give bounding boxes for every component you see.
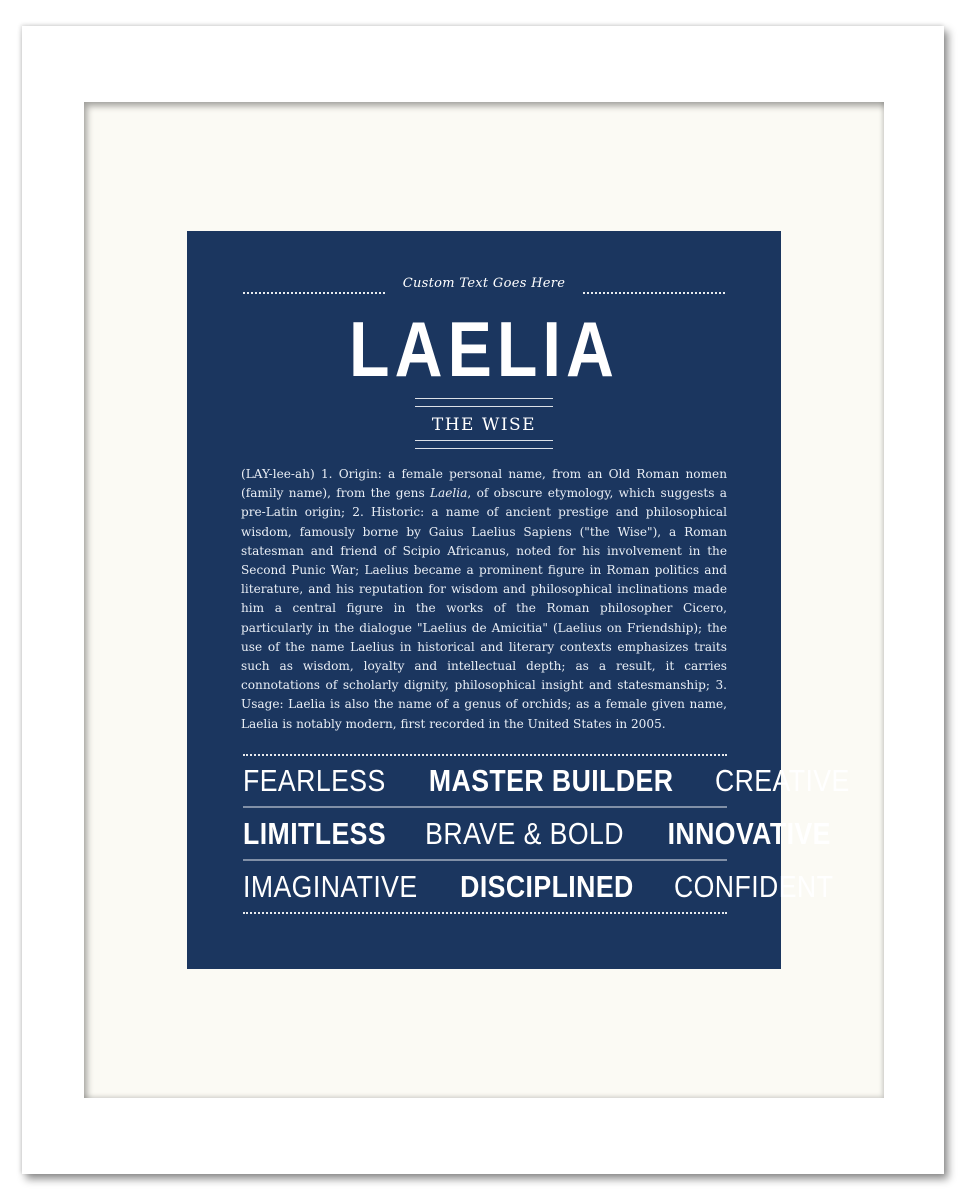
trait-word: LIMITLESS xyxy=(243,816,387,851)
trait-word: INNOVATIVE xyxy=(667,816,831,851)
dotted-divider-traits-top xyxy=(243,754,727,756)
trait-row-1 xyxy=(243,761,850,801)
trait-word: DISCIPLINED xyxy=(460,869,634,904)
name-definition xyxy=(241,465,727,734)
trait-word: CONFIDENT xyxy=(673,869,834,904)
name-title: LAELIA xyxy=(348,305,620,393)
subtitle-rule-top-1 xyxy=(415,398,553,399)
trait-row-2 xyxy=(243,814,831,854)
definition-text-1: (LAY-lee-ah) 1. Origin: a female personal name, from an Old Roman nomen (family name), from the gens xyxy=(241,467,727,501)
trait-separator-1 xyxy=(243,806,727,808)
trait-word: BRAVE & BOLD xyxy=(425,816,625,851)
dotted-divider-traits-bottom xyxy=(243,912,727,914)
trait-word: CREATIVE xyxy=(715,763,850,798)
trait-word: FEARLESS xyxy=(243,763,386,798)
subtitle-rule-top-2 xyxy=(415,406,553,407)
definition-text-2: , of obscure etymology, which suggests a pre-Latin origin; 2. Historic: a name of ancient prestige and philosophical wisdom, famously borne by Gaius Laelius Sapiens ("the Wise"), a Roman statesman and friend of Scipio Africanus, noted for his involvement in the Second Punic War; Laelius became a prominent figure in Roman politics and literature, and his reputation for wisdom and philosophical inclinations made him a central figure in the works of the Roman philosopher Cicero, particularly in the dialogue "Laelius de Amicitia" (Laelius on Friendship); the use of the name Laelius in historical and literary contexts emphasizes traits such as wisdom, loyalty and intellectual depth; as a result, it carries connotations of scholarly dignity, philosophical insight and statesmanship; 3. Usage: Laelia is also the name of a genus of orchids; as a female given name, Laelia is notably modern, first recorded in the United States in 2005. xyxy=(241,486,727,731)
definition-italic-name: Laelia xyxy=(430,486,468,501)
name-print xyxy=(187,231,850,969)
subtitle-rule-bottom-1 xyxy=(415,440,553,441)
subtitle-rule-bottom-2 xyxy=(415,448,553,449)
trait-separator-2 xyxy=(243,859,727,861)
dotted-divider-left xyxy=(243,292,385,294)
trait-word: IMAGINATIVE xyxy=(243,869,418,904)
trait-word: MASTER BUILDER xyxy=(428,763,674,798)
trait-row-3 xyxy=(243,867,834,907)
custom-tagline: Custom Text Goes Here xyxy=(402,276,566,291)
name-subtitle: THE WISE xyxy=(431,415,537,435)
dotted-divider-right xyxy=(583,292,725,294)
